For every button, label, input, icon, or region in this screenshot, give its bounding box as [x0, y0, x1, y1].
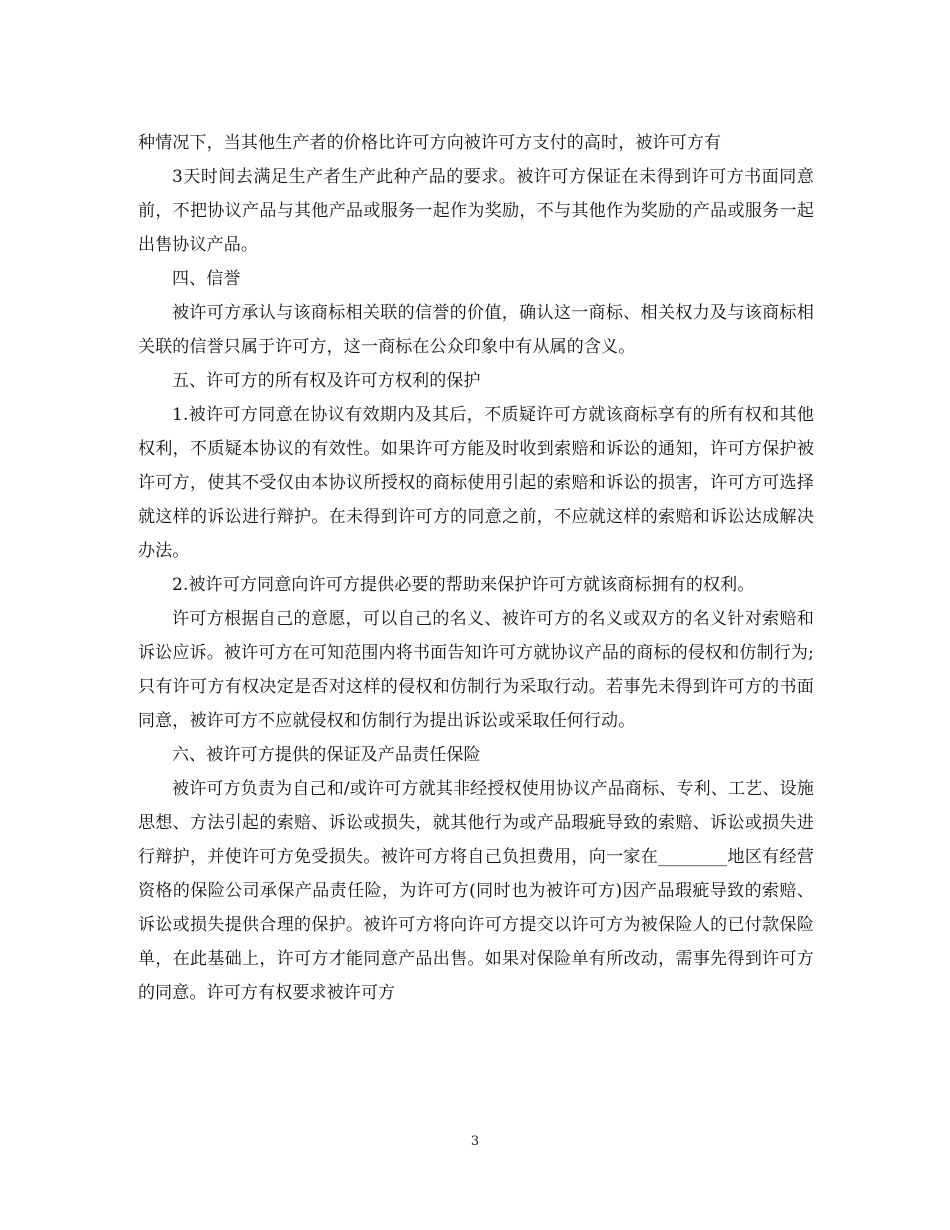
page-number: 3: [470, 1134, 480, 1149]
section-heading-reputation: 四、信誉: [172, 269, 241, 289]
paragraph-10: 被许可方负责为自己和/或许可方就其非经授权使用协议产品商标、专利、工艺、设施思想、方法引起的索赔、诉讼或损失，就其他行为或产品瑕疵导致的索赔、诉讼或损失进行辩护，并使许可方免受损失。被许可方将自己负担费用，向一家在________地区有经营资格的保险公司承保产品责任险，为许可方(同时也为被许可方)因产品瑕疵导致的索赔、诉讼或损失提供合理的保护。被许可方将向许可方提交以许可方为被保险人的已付款保险单，在此基础上，许可方才能同意产品出售。如果对保险单有所改动，需事先得到许可方的同意。许可方有权要求被许可方: [138, 779, 814, 1003]
paragraph-2: 3天时间去满足生产者生产此种产品的要求。被许可方保证在未得到许可方书面同意前，不把协议产品与其他产品或服务一起作为奖励，不与其他作为奖励的产品或服务一起出售协议产品。: [138, 167, 814, 255]
paragraph-8: 许可方根据自己的意愿，可以自己的名义、被许可方的名义或双方的名义针对索赔和诉讼应诉。被许可方在可知范围内将书面告知许可方就协议产品的商标的侵权和仿制行为;只有许可方有权决定是否对这样的侵权和仿制行为采取行动。若事先未得到许可方的书面同意，被许可方不应就侵权和仿制行为提出诉讼或采取任何行动。: [138, 609, 814, 731]
paragraph-1: 种情况下，当其他生产者的价格比许可方向被许可方支付的高时，被许可方有: [138, 133, 722, 153]
paragraph-4: 被许可方承认与该商标相关联的信誉的价值，确认这一商标、相关权力及与该商标相关联的信誉只属于许可方，这一商标在公众印象中有从属的含义。: [138, 303, 814, 357]
paragraph-7: 2.被许可方同意向许可方提供必要的帮助来保护许可方就该商标拥有的权利。: [172, 575, 755, 595]
section-heading-warranty-insurance: 六、被许可方提供的保证及产品责任保险: [172, 745, 481, 765]
document-body: [138, 126, 814, 1010]
paragraph-6: 1.被许可方同意在协议有效期内及其后，不质疑许可方就该商标享有的所有权和其他权利，不质疑本协议的有效性。如果许可方能及时收到索赔和诉讼的通知，许可方保护被许可方，使其不受仅由本协议所授权的商标使用引起的索赔和诉讼的损害，许可方可选择就这样的诉讼进行辩护。在未得到许可方的同意之前，不应就这样的索赔和诉讼达成解决办法。: [138, 405, 814, 561]
section-heading-ownership: 五、许可方的所有权及许可方权利的保护: [172, 371, 481, 391]
